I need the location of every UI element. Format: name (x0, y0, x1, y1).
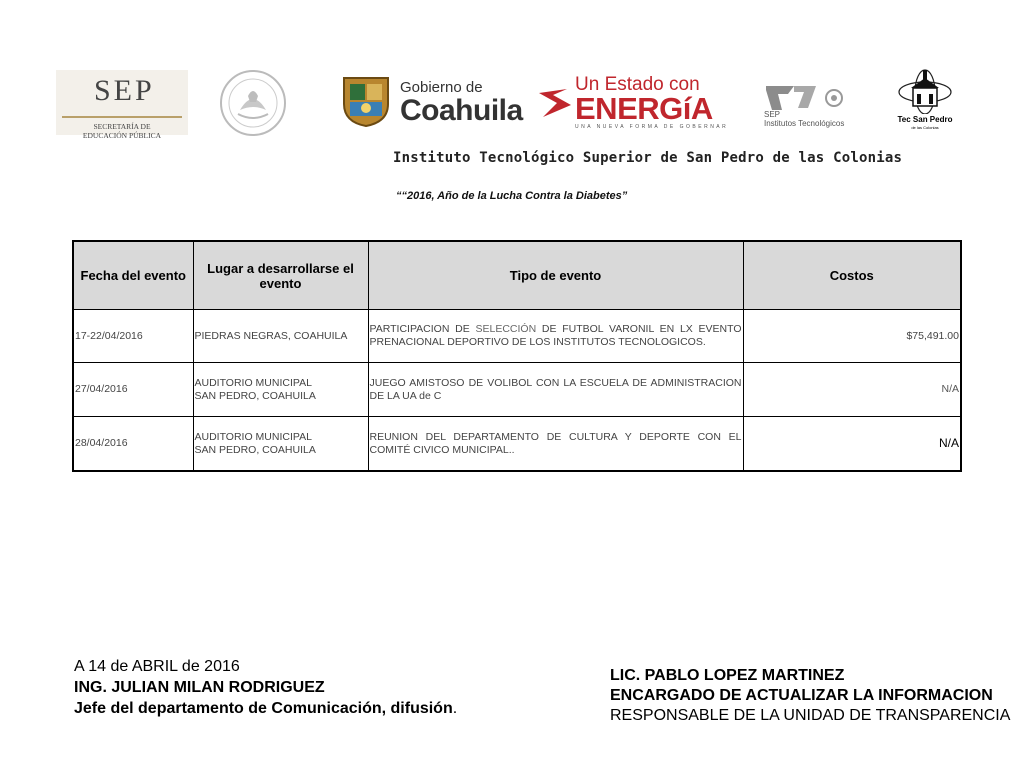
cell-costo: N/A (743, 417, 961, 472)
cell-lugar-line1: AUDITORIO MUNICIPAL (194, 430, 312, 443)
cell-lugar-line2: SAN PEDRO, COAHUILA (194, 389, 316, 402)
left-signer-role: Jefe del departamento de Comunicación, difusión (74, 700, 453, 717)
column-header-costos: Costos (743, 241, 961, 310)
left-signer-role-line (74, 700, 457, 717)
cell-lugar (193, 417, 368, 472)
left-signature-block (74, 656, 457, 719)
cell-costo: $75,491.00 (743, 310, 961, 363)
document-date: A 14 de ABRIL de 2016 (74, 658, 240, 675)
cell-tipo-part-c: DE FUTBOL VARONIL EN LX EVENTO PRENACIONAL DEPORTIVO DE LOS INSTITUTOS TECNOLOGICOS. (369, 323, 742, 348)
left-signer-role-end: . (452, 700, 458, 717)
institutos-tecnologicos-icon (764, 80, 846, 112)
right-signer-role-2: RESPONSABLE DE LA UNIDAD DE TRANSPARENCIA (610, 707, 1011, 724)
events-table (72, 240, 962, 472)
estado-energia-logo (575, 76, 728, 130)
cell-tipo-part-a: PARTICIPACION DE (369, 323, 476, 335)
sep-logo (56, 70, 188, 140)
tec-san-pedro-label (896, 116, 954, 132)
tec-san-pedro-building-icon (896, 66, 954, 114)
gobierno-coahuila-logo (400, 80, 523, 127)
table-row (73, 417, 961, 472)
right-signature-block (610, 666, 1010, 726)
mexico-coat-of-arms-seal-icon (218, 68, 288, 138)
coahuila-logo-small-text: Gobierno de (400, 79, 483, 96)
column-header-fecha: Fecha del evento (73, 241, 193, 310)
cell-fecha: 17-22/04/2016 (73, 310, 193, 363)
right-signer-role-1: ENCARGADO DE ACTUALIZAR LA INFORMACION (610, 687, 993, 704)
sep-institutos-tecnologicos-logo (764, 80, 846, 130)
cell-tipo: REUNION DEL DEPARTAMENTO DE CULTURA Y DEPORTE CON EL COMITÉ CIVICO MUNICIPAL.. (368, 417, 743, 472)
year-motto: ““2016, Año de la Lucha Contra la Diabetes” (396, 190, 628, 202)
institute-title: Instituto Tecnológico Superior de San Pedro de las Colonias (393, 150, 903, 166)
coahuila-shield-icon (342, 74, 390, 128)
right-signer-name: LIC. PABLO LOPEZ MARTINEZ (610, 667, 845, 684)
tec-san-pedro-label-main: Tec San Pedro (897, 115, 953, 124)
cell-tipo-part-b: SELECCIÓN (475, 323, 537, 335)
cell-lugar-line2: SAN PEDRO, COAHUILA (194, 443, 316, 456)
cell-costo: N/A (743, 363, 961, 417)
tec-logo-label-line2: Institutos Tecnológicos (764, 119, 845, 128)
sep-logo-divider (62, 116, 182, 118)
energia-logo-top-text: Un Estado con (575, 74, 700, 95)
energia-star-icon (537, 87, 573, 121)
cell-tipo: JUEGO AMISTOSO DE VOLIBOL CON LA ESCUELA DE ADMINISTRACION DE LA UA de C (368, 363, 743, 417)
cell-fecha: 28/04/2016 (73, 417, 193, 472)
column-header-lugar: Lugar a desarrollarse el evento (193, 241, 368, 310)
table-row (73, 310, 961, 363)
cell-tipo (368, 310, 743, 363)
sep-logo-word: SEP (94, 74, 155, 107)
cell-lugar (193, 363, 368, 417)
sep-logo-subtitle (56, 122, 188, 140)
table-row (73, 363, 961, 417)
cell-fecha: 27/04/2016 (73, 363, 193, 417)
column-header-tipo: Tipo de evento (368, 241, 743, 310)
energia-logo-big-text: ENERGíA (575, 91, 713, 126)
cell-lugar-line1: AUDITORIO MUNICIPAL (194, 376, 312, 389)
logo-strip (0, 60, 1024, 145)
tec-san-pedro-label-sub: de las Colonias (911, 125, 939, 130)
tec-logo-label (764, 110, 844, 128)
sep-logo-subtitle-line1: SECRETARÍA DE (93, 122, 151, 131)
coahuila-logo-big-text: Coahuila (400, 94, 523, 127)
sep-logo-subtitle-line2: EDUCACIÓN PÚBLICA (82, 131, 162, 140)
energia-logo-tagline: UNA NUEVA FORMA DE GOBERNAR (575, 124, 729, 130)
tec-logo-label-line1: SEP (764, 110, 781, 119)
table-header-row (73, 241, 961, 310)
left-signer-name: ING. JULIAN MILAN RODRIGUEZ (74, 679, 325, 696)
cell-lugar: PIEDRAS NEGRAS, COAHUILA (193, 310, 368, 363)
tec-san-pedro-logo (896, 66, 954, 132)
